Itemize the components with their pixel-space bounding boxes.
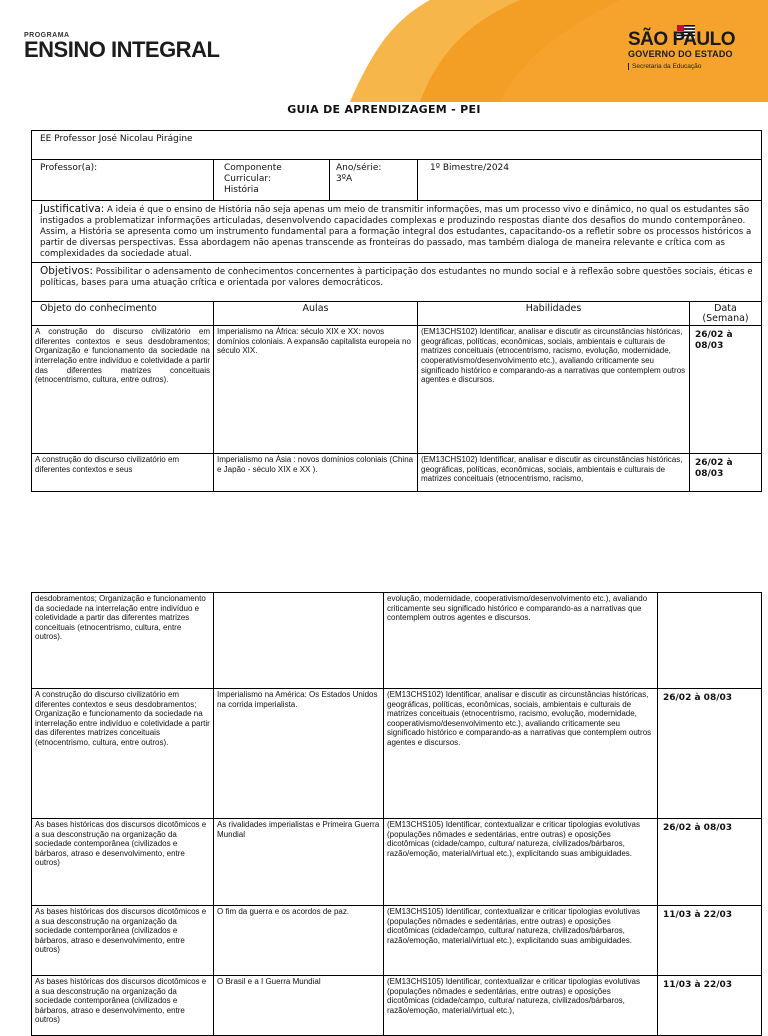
period-label: 1º Bimestre/2024 <box>418 160 762 201</box>
habilidade-cell: (EM13CHS102) Identificar, analisar e discutir as circunstâncias históricas, geográficas, políticas, econômicas, sociais, ambientais e culturais de matrizes conceituais (etnocentrismo, racismo, <box>418 454 690 492</box>
objeto-cell: A construção do discurso civilizatório em diferentes contextos e seus desdobramentos; Organização e funcionamento da sociedade na interrelação entre indivíduo e coletividade a partir das diferentes matrizes conceituais (etnocentrismo, cultura, entre outros). <box>32 689 214 819</box>
table-row <box>32 326 762 454</box>
column-header-aulas: Aulas <box>214 302 418 326</box>
program-logo <box>24 32 219 61</box>
date-cell: 26/02 à 08/03 <box>658 689 762 819</box>
info-row <box>32 160 762 201</box>
objetivos-row <box>32 263 762 302</box>
objetivos-text: Possibilitar o adensamento de conhecimentos concernentes à participação dos estudantes no mundo social e à reflexão sobre questões sociais, éticas e políticas, bases para uma atuação crítica e orientada por valores democráticos. <box>40 267 753 288</box>
aula-cell: Imperialismo na África: século XIX e XX: novos domínios coloniais. A expansão capitalista europeia no século XIX. <box>214 326 418 454</box>
grade-label: Ano/série: <box>336 163 382 173</box>
habilidade-cell: (EM13CHS105) Identificar, contextualizar e criticar tipologias evolutivas (populações nômades e sedentárias, entre outras) e oposições dicotômicas (cidade/campo, cultura/ natureza, civilizados/bárbaros, razão/emoção, material/virtual etc.), explicitando suas ambiguidades. <box>384 906 658 976</box>
teacher-label: Professor(a): <box>32 160 214 201</box>
aula-cell <box>214 593 384 689</box>
habilidade-cell: (EM13CHS102) Identificar, analisar e discutir as circunstâncias históricas, geográficas, políticas, econômicas, sociais, ambientais e culturais de matrizes conceituais (etnocentrismo, racismo, evolução, modernidade, cooperativismo/desenvolvimento etc.), avaliando criticamente seu significado histórico e comparando-as a narrativas que contemplem outros agentes e discursos. <box>384 689 658 819</box>
aula-cell: Imperialismo na América: Os Estados Unidos na corrida imperialista. <box>214 689 384 819</box>
grade-cell <box>330 160 418 201</box>
date-cell: 26/02 à 08/03 <box>690 454 762 492</box>
government-logo <box>628 30 735 70</box>
date-cell: 11/03 à 22/03 <box>658 906 762 976</box>
aula-cell: O fim da guerra e os acordos de paz. <box>214 906 384 976</box>
justificativa-label: Justificativa: <box>40 203 105 215</box>
program-name: ENSINO INTEGRAL <box>24 37 220 62</box>
habilidade-cell: (EM13CHS105) Identificar, contextualizar e criticar tipologias evolutivas (populações nômades e sedentárias, entre outras) e oposições dicotômicas (cidade/campo, cultura/ natureza, civilizados/bárbaros, razão/emoção, material/virtual etc.), <box>384 976 658 1036</box>
school-row <box>32 131 762 160</box>
document-title: GUIA DE APRENDIZAGEM - PEI <box>287 103 481 116</box>
objeto-cell: desdobramentos; Organização e funcionamento da sociedade na interrelação entre indivíduo e coletividade a partir das diferentes matrizes conceituais (etnocentrismo, cultura, entre outros). <box>32 593 214 689</box>
state-name: SÃO PAULO <box>628 29 736 50</box>
school-name: EE Professor José Nicolau Pirágine <box>32 131 762 160</box>
justificativa-row <box>32 201 762 263</box>
table-row <box>32 689 762 819</box>
component-cell <box>214 160 330 201</box>
table-row <box>32 593 762 689</box>
aula-cell: As rivalidades imperialistas e Primeira Guerra Mundial <box>214 819 384 906</box>
justificativa-cell <box>32 201 762 263</box>
component-value: História <box>224 185 259 195</box>
header-banner <box>0 0 768 102</box>
objeto-cell: As bases históricas dos discursos dicotômicos e a sua desconstrução na organização da sociedade contemporânea (civilizados e bárbaros, atraso e desenvolvimento, entre outros) <box>32 976 214 1036</box>
aula-cell: Imperialismo na Ásia : novos domínios coloniais (China e Japão - século XIX e XX ). <box>214 454 418 492</box>
learning-guide-table-page-2 <box>31 592 762 1036</box>
column-header-objeto: Objeto do conhecimento <box>32 302 214 326</box>
table-row <box>32 976 762 1036</box>
learning-guide-table-page-1 <box>31 130 762 492</box>
objetivos-cell <box>32 263 762 302</box>
aula-cell: O Brasil e a I Guerra Mundial <box>214 976 384 1036</box>
column-header-row <box>32 302 762 326</box>
objeto-cell: As bases históricas dos discursos dicotômicos e a sua desconstrução na organização da sociedade contemporânea (civilizados e bárbaros, atraso e desenvolvimento, entre outros) <box>32 906 214 976</box>
objeto-cell: A construção do discurso civilizatório em diferentes contextos e seus <box>32 454 214 492</box>
table-row <box>32 906 762 976</box>
government-label: GOVERNO DO ESTADO <box>628 49 733 59</box>
table-row <box>32 819 762 906</box>
program-small-label: PROGRAMA <box>24 32 70 39</box>
habilidade-cell: evolução, modernidade, cooperativismo/desenvolvimento etc.), avaliando criticamente seu significado histórico e comparando-as a narrativas que contemplem outros agentes e discursos. <box>384 593 658 689</box>
justificativa-text: A ideia é que o ensino de História não seja apenas um meio de transmitir informações, mas um processo vivo e dinâmico, no qual os estudantes são instigados a problematizar informações articuladas, desenvolvendo capacidades complexas e produzindo respostas diante dos desafios do mundo contemporâneo. Assim, a História se apresenta como um instrumento fundamental para a formação integral dos estudantes, capacitando-os a refletir sobre os processos históricos a partir de diversas perspectivas. Essa abordagem não apenas transcende as fronteiras do passado, mas também dialoga de maneira relevante e crítica com as complexidades da sociedade atual. <box>40 205 752 259</box>
component-label: Componente Curricular: <box>224 163 282 184</box>
habilidade-cell: (EM13CHS102) Identificar, analisar e discutir as circunstâncias históricas, geográficas, políticas, econômicas, sociais, ambientais e culturais de matrizes conceituais (etnocentrismo, racismo, evolução, modernidade, cooperativismo/desenvolvimento etc.), avaliando criticamente seu significado histórico e comparando-as a narrativas que contemplem outros agentes e discursos. <box>418 326 690 454</box>
date-cell: 26/02 à 08/03 <box>690 326 762 454</box>
date-cell: 26/02 à 08/03 <box>658 819 762 906</box>
date-cell: 11/03 à 22/03 <box>658 976 762 1036</box>
secretariat-label: Secretaria da Educação <box>628 63 735 70</box>
objeto-cell: A construção do discurso civilizatório em diferentes contextos e seus desdobramentos; Organização e funcionamento da sociedade na interrelação entre indivíduo e coletividade a partir das diferentes matrizes conceituais (etnocentrismo, cultura, entre outros). <box>32 326 214 454</box>
grade-value: 3ºA <box>336 174 353 184</box>
table-row <box>32 454 762 492</box>
date-cell <box>658 593 762 689</box>
objeto-cell: As bases históricas dos discursos dicotômicos e a sua desconstrução na organização da sociedade contemporânea (civilizados e bárbaros, atraso e desenvolvimento, entre outros) <box>32 819 214 906</box>
column-header-data: Data (Semana) <box>690 302 762 326</box>
column-header-habilidades: Habilidades <box>418 302 690 326</box>
habilidade-cell: (EM13CHS105) Identificar, contextualizar e criticar tipologias evolutivas (populações nômades e sedentárias, entre outras) e oposições dicotômicas (cidade/campo, cultura/ natureza, civilizados/bárbaros, razão/emoção, material/virtual etc.), explicitando suas ambiguidades. <box>384 819 658 906</box>
objetivos-label: Objetivos: <box>40 265 93 277</box>
